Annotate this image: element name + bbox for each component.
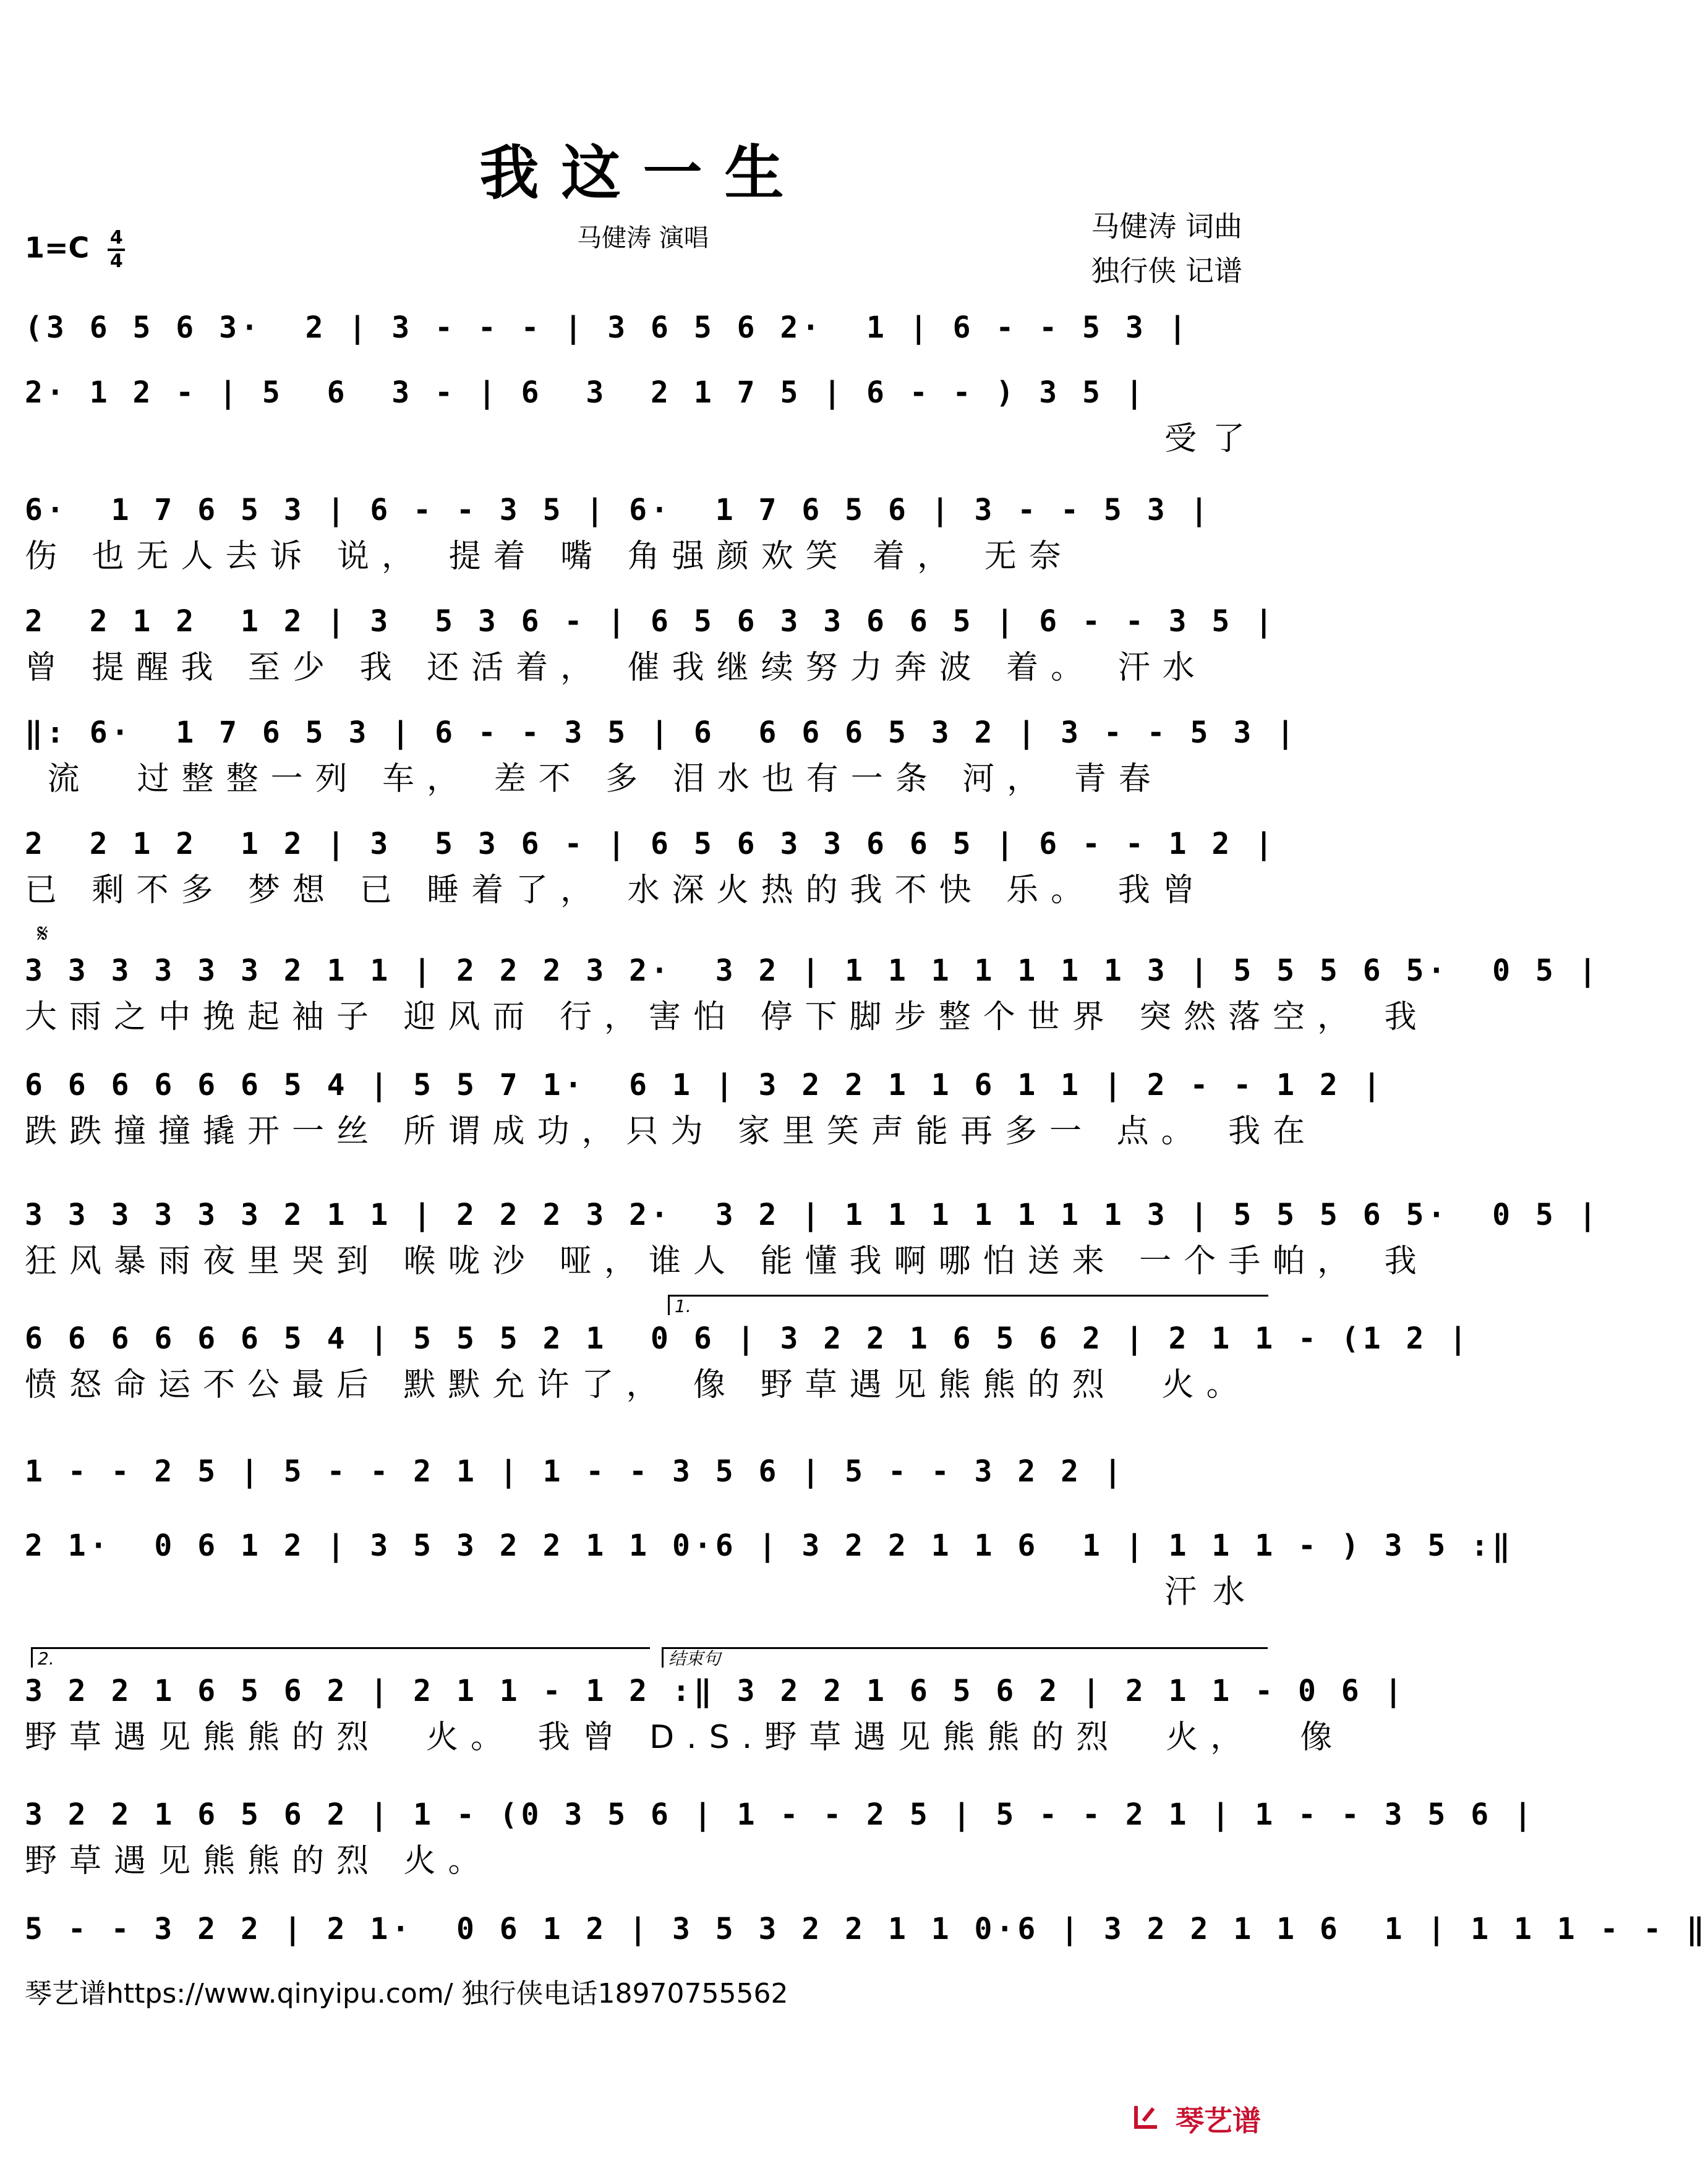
notation-line: 6 6 6 6 6 6 5 4 | 5 5 7 1· 6 1 | 3 2 2 1 1 6 1 1 | 2 - - 1 2 | [25,1068,1385,1102]
score-system-10 [25,1296,1471,1410]
notation-line: 3 2 2 1 6 5 6 2 | 1 - (0 3 5 6 | 1 - - 2 5 | 5 - - 2 1 | 1 - - 3 5 6 | [25,1797,1535,1832]
time-signature [108,229,125,271]
notation-line: (3 6 5 6 3· 2 | 3 - - - | 3 6 5 6 2· 1 | 6 - - 5 3 | [25,310,1190,345]
notation-line: 2 2 1 2 1 2 | 3 5 3 6 - | 6 5 6 3 3 6 6 5 | 6 - - 3 5 | [25,604,1277,639]
notation-line: 6 6 6 6 6 6 5 4 | 5 5 5 2 1 0 6 | 3 2 2 1 6 5 6 2 | 2 1 1 - (1 2 | [25,1321,1471,1356]
score-system-7 [25,918,1600,1042]
song-title: 我这一生 [479,138,806,208]
footer-source: 琴艺谱https://www.qinyipu.com/ 独行侠电话18970755562 [25,1978,788,2009]
lyrics-line: 流 过整整一列 车， 差不 多 泪水也有一条 河， 青春 [25,761,1163,798]
first-ending-bracket: 1. [668,1295,1268,1315]
score-system-3 [25,488,1261,581]
performer-credit: 马健涛 演唱 [577,224,709,252]
lyrics-line: 愤怒命运不公最后 默默允许了， 像 野草遇见熊熊的烈 火。 [25,1366,1251,1404]
lyrics-line: 伤 也无人去诉 说， 提着 嘴 角强颜欢笑 着， 无奈 [25,538,1074,575]
notation-line: 5 - - 3 2 2 | 2 1· 0 6 1 2 | 3 5 3 2 2 1 1 0·6 | 3 2 2 1 1 6 1 | 1 1 1 - - ‖ [25,1912,1708,1946]
score-system-5 [25,711,1299,804]
logo-text: 琴艺谱 [1176,2104,1261,2137]
lyrics-line: 野草遇见熊熊的烈 火。 [25,1843,493,1880]
coda-ending-bracket: 结束句 [662,1647,1268,1668]
lyrics-line: 跌跌撞撞撬开一丝 所谓成功，只为 家里笑声能再多一 点。 我在 [25,1113,1318,1150]
score-system-8 [25,1063,1385,1156]
notation-line: ‖: 6· 1 7 6 5 3 | 6 - - 3 5 | 6 6 6 6 5 3 2 | 3 - - 5 3 | [25,715,1299,750]
score-system-1 [25,306,1261,349]
score-system-12 [25,1524,1514,1617]
lyrics-line: 受了 [1164,420,1261,458]
notation-line: 2· 1 2 - | 5 6 3 - | 6 3 2 1 7 5 | 6 - - ) 3 5 | [25,375,1147,410]
notation-line: 3 3 3 3 3 3 2 1 1 | 2 2 2 3 2· 3 2 | 1 1 1 1 1 1 1 3 | 5 5 5 6 5· 0 5 | [25,953,1600,988]
second-ending-bracket: 2. [31,1647,650,1668]
transcriber-credit: 独行侠 记谱 [1091,254,1242,288]
key-signature [25,229,125,271]
score-system-11 [25,1450,1261,1493]
lyrics-line: 狂风暴雨夜里哭到 喉咙沙 哑，谁人 能懂我啊哪怕送来 一个手帕， 我 [25,1243,1429,1280]
credits [1091,204,1242,293]
meter-top: 4 [109,227,123,249]
score-system-2 [25,371,1261,464]
score-system-14 [25,1793,1535,1886]
lyrics-line: 大雨之中挽起袖子 迎风而 行，害怕 停下脚步整个世界 突然落空， 我 [25,999,1429,1036]
score-system-4 [25,600,1277,692]
logo-icon [1132,2102,1161,2139]
key-label: 1=C [25,231,90,265]
lyrics-line: 已 剩不多 梦想 已 睡着了， 水深火热的我不快 乐。 我曾 [25,872,1207,909]
composer-credit: 马健涛 词曲 [1091,210,1242,243]
score-system-6 [25,822,1277,915]
meter-bottom: 4 [109,250,123,272]
segno-sign: 𝄋 [37,918,49,948]
notation-line: 3 2 2 1 6 5 6 2 | 2 1 1 - 1 2 :‖ 3 2 2 1 6 5 6 2 | 2 1 1 - 0 6 | [25,1674,1406,1708]
notation-line: 1 - - 2 5 | 5 - - 2 1 | 1 - - 3 5 6 | 5 - - 3 2 2 | [25,1454,1125,1489]
score-system-15 [25,1907,1708,1951]
notation-line: 3 3 3 3 3 3 2 1 1 | 2 2 2 3 2· 3 2 | 1 1 1 1 1 1 1 3 | 5 5 5 6 5· 0 5 | [25,1198,1600,1232]
score-system-13 [25,1648,1406,1762]
notation-line: 2 2 1 2 1 2 | 3 5 3 6 - | 6 5 6 3 3 6 6 5 | 6 - - 1 2 | [25,827,1277,861]
notation-line: 2 1· 0 6 1 2 | 3 5 3 2 2 1 1 0·6 | 3 2 2 1 1 6 1 | 1 1 1 - ) 3 5 :‖ [25,1528,1514,1563]
lyrics-line: 野草遇见熊熊的烈 火。 我曾 D.S.野草遇见熊熊的烈 火， 像 [25,1719,1345,1756]
site-logo [1132,2102,1261,2139]
lyrics-line: 曾 提醒我 至少 我 还活着， 催我继续努力奔波 着。 汗水 [25,649,1207,686]
score-system-9 [25,1193,1600,1286]
lyrics-line: 汗水 [1164,1574,1261,1611]
notation-line: 6· 1 7 6 5 3 | 6 - - 3 5 | 6· 1 7 6 5 6 | 3 - - 5 3 | [25,493,1212,527]
